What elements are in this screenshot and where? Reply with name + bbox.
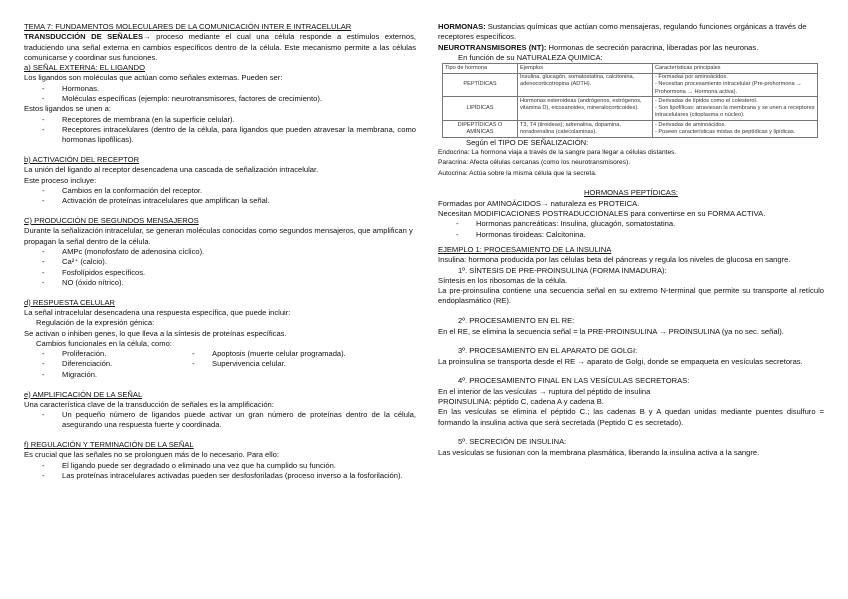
step-1-line-1: Síntesis en los ribosomas de la célula. (438, 275, 568, 285)
step-5-title: 5º. SECRECIÓN DE INSULINA: (458, 437, 567, 447)
type-title: Según el TIPO DE SEÑALIZACIÓN: (466, 137, 589, 147)
table-row (443, 97, 818, 121)
section-b-title: b) ACTIVACIÓN DEL RECEPTOR (24, 155, 140, 165)
table-header-row (443, 64, 818, 73)
example-title: EJEMPLO 1: PROCESAMIENTO DE LA INSULINA (438, 244, 612, 254)
table-row (443, 121, 818, 138)
hormone-table (442, 63, 818, 138)
section-b-includes: Este proceso incluye: (24, 175, 97, 185)
list-item: - Cambios en la conformación del receptor. (24, 186, 416, 196)
section-a-list-2 (24, 115, 416, 146)
step-5-line-1: Las vesículas se fusionan con la membrana plasmática, liberando la insulina activa a la sangre. (438, 447, 760, 457)
transduction-text: proceso mediante el cual una célula responde a estímulos externos, traduciendo una señal externa en cambios específicos dentro de la célula. Este mecanismo permite a las células comunicarse y coordinar sus funciones. (24, 32, 417, 62)
peptide-list (438, 219, 824, 240)
list-item: - Hormonas. (24, 84, 416, 94)
step-4-title: 4º. PROCESAMIENTO FINAL EN LAS VESÍCULAS SECRETORAS: (458, 376, 690, 386)
table-row (443, 73, 818, 97)
list-item: - Fosfolípidos específicos. (24, 268, 416, 278)
nt-paragraph (438, 43, 824, 53)
table-cell: T3, T4 (tiroideas); adrenalina, dopamina, noradrenalina (catecolaminas). (518, 121, 653, 138)
section-d-gene: Regulación de la expresión génica: (36, 318, 155, 328)
section-d-gene-text: Se activan o inhiben genes, lo que lleva a la síntesis de proteínas específicas. (24, 328, 287, 338)
table-cell: Hormonas esteroideas (andrógenos, estrógenos, vitamina D), eicosanoides, mineralocorticoides). (518, 97, 653, 121)
list-item: - Hormonas pancreáticas: Insulina, glucagón, somatostatina. (438, 219, 824, 229)
list-item: - Ca²⁺ (calcio). (24, 257, 416, 267)
step-2-title: 2º. PROCESAMIENTO EN EL RE: (458, 316, 575, 326)
nt-text: Hormonas de secreción paracrina, liberadas por las neuronas. (546, 42, 759, 52)
table-cell: - Formadas por aminoácidos. - Necesitan procesamiento intracelular (Pre-prohormona → Prohormona → Hormona activa). (653, 73, 818, 97)
table-cell: DIPEPTÍDICAS O AMÍNICAS (443, 121, 518, 138)
section-b-list (24, 186, 416, 207)
list-item: - Hormonas tiroideas: Calcitonina. (438, 230, 824, 240)
section-a-bind: Estos ligandos se unen a: (24, 104, 111, 114)
list-item: - Moléculas específicas (ejemplo: neurotransmisores, factores de crecimiento). (24, 94, 416, 104)
peptide-title: HORMONAS PEPTÍDICAS: (583, 188, 679, 198)
transduction-paragraph (24, 32, 416, 63)
section-b-intro: La unión del ligando al receptor desencadena una cascada de señalización intracelular. (24, 165, 319, 175)
table-cell: - Derivadas de aminoácidos. - Poseen características mixtas de peptídicas y lipídicas. (653, 121, 818, 138)
transduction-label: TRANSDUCCIÓN DE SEÑALES→ (24, 32, 151, 42)
section-d-columns (24, 349, 416, 380)
left-column (24, 22, 416, 481)
section-e-intro: Una característica clave de la transducción de señales es la amplificación: (24, 399, 274, 409)
step-3-title: 3º. PROCESAMIENTO EN EL APARATO DE GOLGI: (458, 346, 638, 356)
hormonas-text: Sustancias químicas que actúan como mensajeras, regulando funciones orgánicas a través de receptores específicos. (438, 22, 807, 42)
list-item: - Proliferación. (24, 349, 174, 359)
list-item: - Un pequeño número de ligandos puede activar un gran número de proteínas dentro de la célula, asegurando una respuesta fuerte y coordinada. (24, 410, 416, 431)
section-d-title: d) RESPUESTA CELULAR (24, 297, 116, 307)
section-f-intro: Es crucial que las señales no se prolonguen más de lo necesario. Para ello: (24, 450, 279, 460)
list-item: - Receptores intracelulares (dentro de la célula, para ligandos que pueden atravesar la membrana, como hormonas lipofílicas). (24, 125, 416, 146)
section-e-list (24, 410, 416, 431)
list-item: - Supervivencia celular. (174, 359, 394, 369)
section-f-title: f) REGULACIÓN Y TERMINACIÓN DE LA SEÑAL (24, 440, 194, 450)
table-cell: Insulina, glucagón, somatostatina, calcitonina, adenocorticotropina (ADTH). (518, 73, 653, 97)
table-header-cell: Ejemplos (518, 64, 653, 73)
list-item: - El ligando puede ser degradado o eliminado una vez que ha cumplido su función. (24, 461, 416, 471)
list-item: - Receptores de membrana (en la superficie celular). (24, 115, 416, 125)
table-cell: LIPÍDICAS (443, 97, 518, 121)
table-cell: PEPTÍDICAS (443, 73, 518, 97)
step-4-line-3: En las vesículas se elimina el péptido C.; las cadenas B y A quedan unidas mediante puentes disulfuro = formando la insulina activa que será secretada (Peptido C es secretado). (438, 407, 824, 427)
section-d-intro: La señal intracelular desencadena una respuesta específica, que puede incluir: (24, 307, 291, 317)
nt-label: NEUROTRANSMISORES (NT): (438, 42, 547, 52)
table-cell: - Derivadas de lípidos como el colesterol. - Son lipofílicas: atraviesan la membrana y se unen a receptores intracelulares (citoplasma o núcleo). (653, 97, 818, 121)
list-item: - Apoptosis (muerte celular programada). (174, 349, 394, 359)
list-item: - Activación de proteínas intracelulares que amplifican la señal. (24, 196, 416, 206)
step-1-line-2: La pre-proinsulina contiene una secuencia señal en su extremo N-terminal que permite su transporte al retículo endoplasmático (RE). (438, 286, 824, 306)
section-a-intro: Los ligandos son moléculas que actúan como señales externas. Pueden ser: (24, 73, 283, 83)
step-3-line-1: La proinsulina se transporta desde el RE → aparato de Golgi, donde se empaqueta en vesículas secretoras. (438, 356, 803, 366)
example-intro: Insulina: hormona producida por las células beta del páncreas y regula los niveles de glucosa en sangre. (438, 255, 791, 265)
section-a-list (24, 84, 416, 105)
section-c-intro: Durante la señalización intracelular, se generan moléculas conocidas como segundos mensajeros, que amplifican y propagan la señal dentro de la célula. (24, 226, 413, 246)
section-f-list (24, 461, 416, 482)
nature-title: En función de su NATURALEZA QUIMICA: (458, 52, 603, 62)
step-1-title: 1º. SÍNTESIS DE PRE-PROINSULINA (FORMA INMADURA): (458, 265, 667, 275)
peptide-line-2: Necesitan MODIFICACIONES POSTRADUCCIONALES para convertirse en su FORMA ACTIVA. (438, 209, 766, 219)
step-2-line-1: En el RE, se elimina la secuencia señal = la PRE-PROINSULINA → PROINSULINA (ya no sec. señal). (438, 326, 784, 336)
section-c-list (24, 247, 416, 288)
table-header-cell: Características principales (653, 64, 818, 73)
list-item: - Diferenciación. (24, 359, 174, 369)
step-4-line-1: En el interior de las vesículas → ruptura del péptido de insulina (438, 386, 651, 396)
paracrina-line: Paracrina: Afecta células cercanas (como los neurotransmisores). (438, 159, 631, 167)
autocrina-line: Autocrina: Actúa sobre la misma célula que la secreta. (438, 169, 597, 177)
section-c-title: C) PRODUCCIÓN DE SEGUNDOS MENSAJEROS (24, 216, 199, 226)
section-a-title: a) SEÑAL EXTERNA: EL LIGANDO (24, 63, 145, 73)
section-d-list-2 (174, 349, 394, 370)
hormonas-paragraph (438, 22, 824, 43)
endocrina-line: Endocrina: La hormona viaja a través de la sangre para llegar a células distantes. (438, 149, 677, 157)
section-d-list-1 (24, 349, 174, 380)
page-title: TEMA 7: FUNDAMENTOS MOLECULARES DE LA COMUNICACIÓN INTER E INTRACELULAR (24, 22, 352, 31)
peptide-line-1: Formadas por AMINOÁCIDOS→ naturaleza es PROTEICA. (438, 198, 640, 208)
list-item: - Las proteínas intracelulares activadas pueden ser desfosforiladas (proceso inverso a la fosforilación). (24, 471, 416, 481)
section-e-title: e) AMPLIFICACIÓN DE LA SEÑAL (24, 389, 143, 399)
table-header-cell: Tipo de hormona (443, 64, 518, 73)
list-item: - AMPc (monofosfato de adenosina cíclico). (24, 247, 416, 257)
list-item: - Migración. (24, 370, 174, 380)
section-d-func: Cambios funcionales en la célula, como: (36, 338, 172, 348)
right-column (438, 22, 824, 458)
step-4-line-2: PROINSULINA: péptido C, cadena A y cadena B. (438, 397, 604, 406)
hormonas-label: HORMONAS: (438, 22, 486, 31)
list-item: - NO (óxido nítrico). (24, 278, 416, 288)
